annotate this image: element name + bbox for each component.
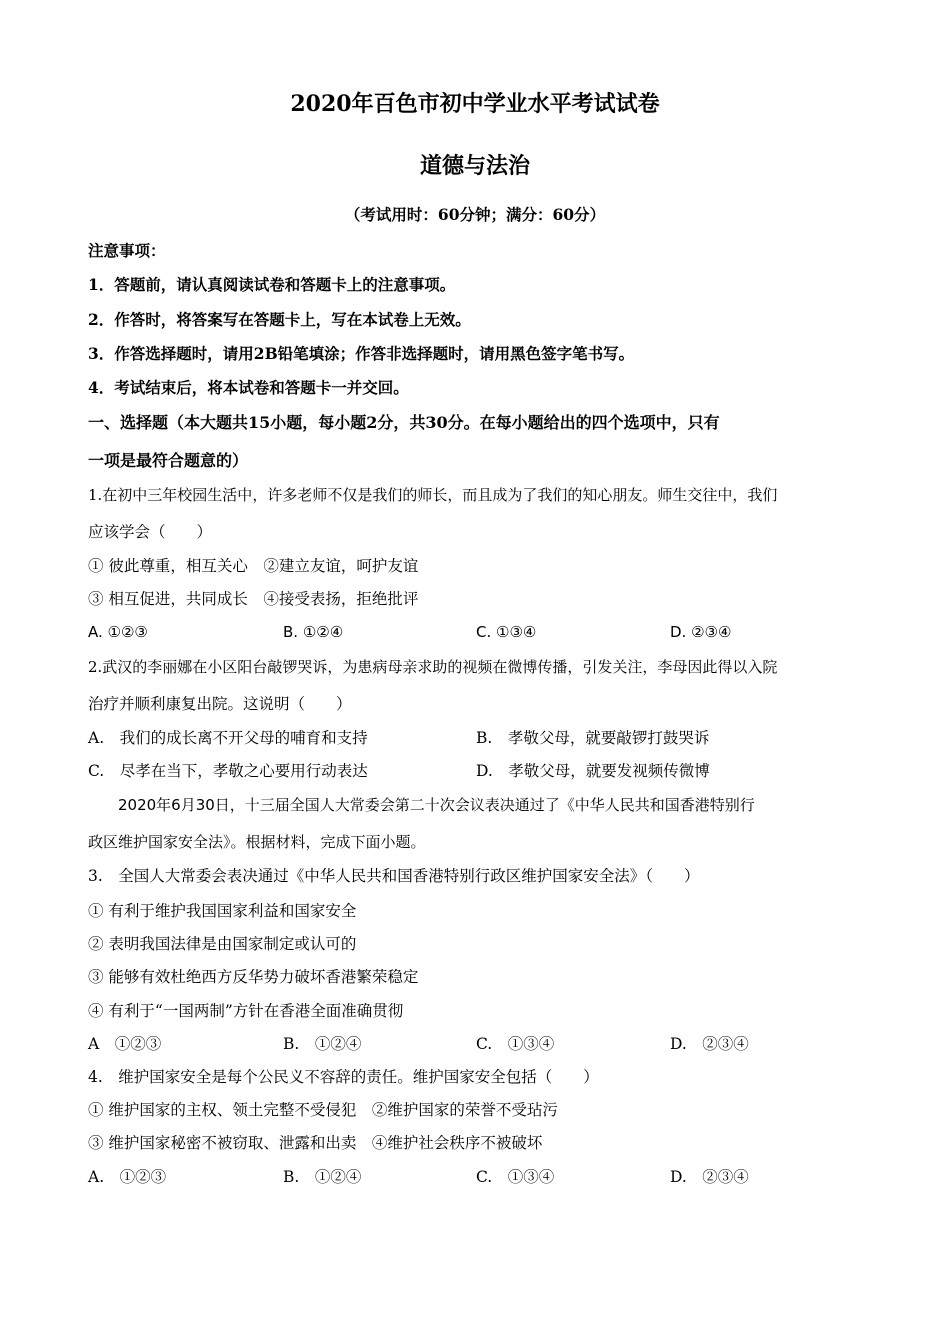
q4-option-a: A. ①②③ [88,1168,167,1186]
q2-option-d: D. 孝敬父母，就要发视频传微博 [476,762,710,780]
note-item: 3．作答选择题时，请用2B铅笔填涂；作答非选择题时，请用黑色签字笔书写。 [88,344,635,363]
q3-item: ③ 能够有效杜绝西方反华势力破坏香港繁荣稳定 [88,968,419,986]
q4-stem: 4. 维护国家安全是每个公民义不容辞的责任。维护国家安全包括（ ） [88,1068,599,1086]
q1-stem: 1.在初中三年校园生活中，许多老师不仅是我们的师长，而且成为了我们的知心朋友。师生交往中，我们 [88,486,778,504]
q2-option-a: A. 我们的成长离不开父母的哺育和支持 [88,729,368,747]
q2-option-c: C. 尽孝在当下，孝敬之心要用行动表达 [88,762,368,780]
q4-option-b: B. ①②④ [283,1168,362,1186]
q2-option-b: B. 孝敬父母，就要敲锣打鼓哭诉 [476,729,710,747]
exam-info: （考试用时：60分钟；满分：60分） [344,205,606,224]
q3-option-c: C. ①③④ [476,1035,555,1053]
q4-item: ① 维护国家的主权、领土完整不受侵犯 ②维护国家的荣誉不受玷污 [88,1101,558,1119]
q3-option-b: B. ①②④ [283,1035,362,1053]
note-item: 2．作答时，将答案写在答题卡上，写在本试卷上无效。 [88,310,471,329]
q3-option-d: D. ②③④ [670,1035,749,1053]
section-heading: 一、选择题（本大题共15小题，每小题2分，共30分。在每小题给出的四个选项中，只有 [88,413,720,432]
section-heading-cont: 一项是最符合题意的） [88,451,249,470]
q3-item: ② 表明我国法律是由国家制定或认可的 [88,935,357,953]
exam-title: 2020年百色市初中学业水平考试试卷 [290,91,660,117]
q1-option-a: A. ①②③ [88,623,148,641]
q1-item: ③ 相互促进，共同成长 ④接受表扬，拒绝批评 [88,590,419,608]
q1-option-d: D. ②③④ [670,623,732,641]
subject-title: 道德与法治 [419,153,530,179]
q2-stem: 2.武汉的李丽娜在小区阳台敲锣哭诉，为患病母亲求助的视频在微博传播，引发关注，李母因此得以入院 [88,658,778,676]
note-item: 4．考试结束后，将本试卷和答题卡一并交回。 [88,378,409,397]
q1-option-b: B. ①②④ [283,623,344,641]
q3-item: ④ 有利于“一国两制”方针在香港全面准确贯彻 [88,1002,404,1020]
q4-option-c: C. ①③④ [476,1168,555,1186]
notes-heading: 注意事项： [88,241,166,260]
q1-item: ① 彼此尊重，相互关心 ②建立友谊，呵护友谊 [88,557,419,575]
q3-item: ① 有利于维护我国国家利益和国家安全 [88,902,357,920]
q4-option-d: D. ②③④ [670,1168,749,1186]
q3-stem: 3. 全国人大常委会表决通过《中华人民共和国香港特别行政区维护国家安全法》（ ） [88,867,700,885]
note-item: 1．答题前，请认真阅读试卷和答题卡上的注意事项。 [88,275,456,294]
q1-option-c: C. ①③④ [476,623,537,641]
q2-stem-cont: 治疗并顺利康复出院。这说明（ ） [88,695,352,713]
q3-option-a: A ①②③ [88,1035,162,1053]
q1-stem-cont: 应该学会（ ） [88,523,213,541]
material-text-cont: 政区维护国家安全法》。根据材料，完成下面小题。 [88,833,426,851]
q4-item: ③ 维护国家秘密不被窃取、泄露和出卖 ④维护社会秩序不被破坏 [88,1134,543,1152]
material-text: 2020年6月30日，十三届全国人大常委会第二十次会议表决通过了《中华人民共和国香港特别行 [118,796,755,814]
